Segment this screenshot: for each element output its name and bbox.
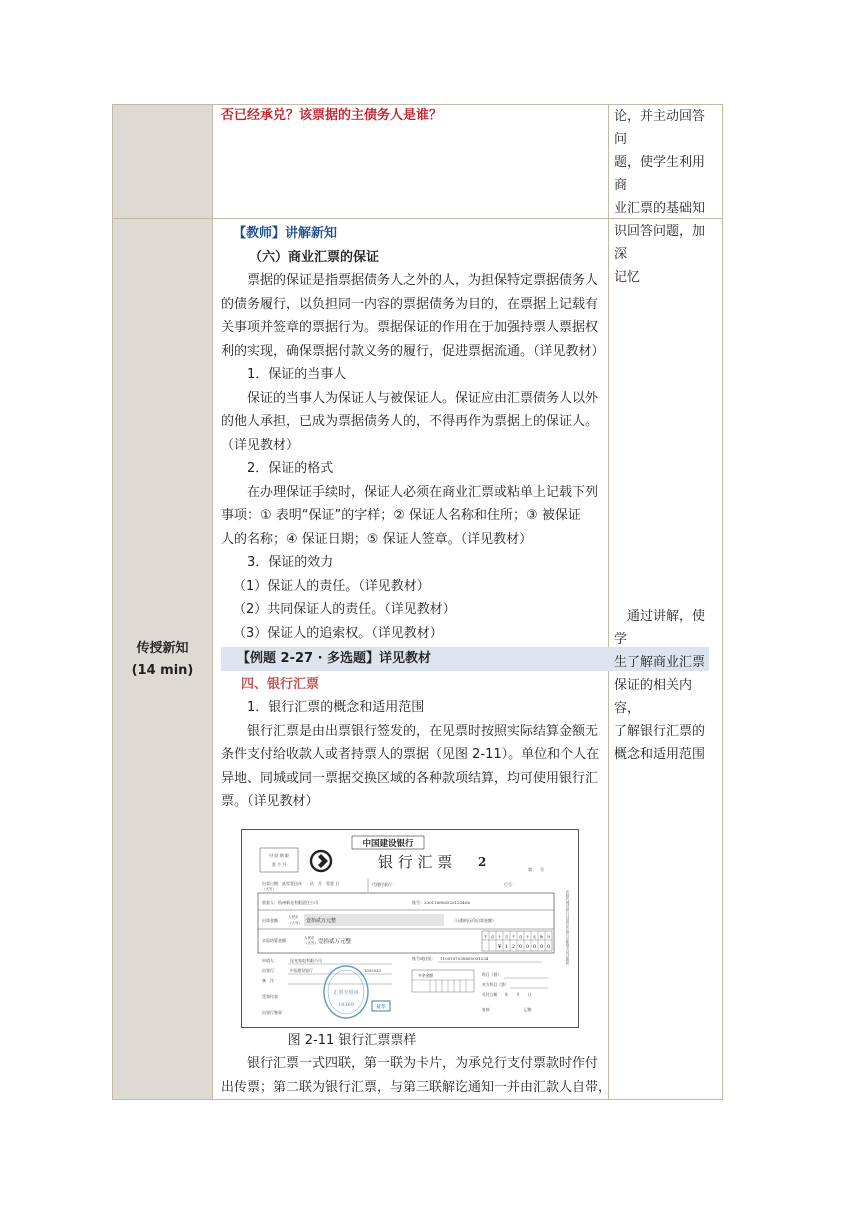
contra-label: 对方科目（贷） xyxy=(482,982,509,987)
row1-question: 否已经承兑？该票据的主债务人是谁？ xyxy=(221,108,443,123)
svg-text:百: 百 xyxy=(518,935,523,939)
stamp-number: 10369 xyxy=(338,1002,354,1008)
amount-value: 壹拾贰万元整 xyxy=(306,918,337,924)
svg-text:角: 角 xyxy=(539,935,544,939)
bank-draft-figure xyxy=(241,829,579,1028)
row-label: 行号： xyxy=(504,882,516,887)
svg-text:1: 1 xyxy=(505,945,508,950)
clerk-label: 记账 xyxy=(524,1007,532,1012)
red-stamp-icon xyxy=(324,966,368,1018)
bank-item1-title: 1．银行汇票的概念和适用范围 xyxy=(247,700,425,715)
digit-grid xyxy=(482,931,552,951)
row2-note-line: 生了解商业汇票 xyxy=(614,655,706,670)
item3-title: 3．保证的效力 xyxy=(247,555,334,570)
bill-number: 2 xyxy=(478,855,487,869)
actual-label: 实际结算金额 xyxy=(262,938,286,943)
applicant-value: 昆光家电有限公司 xyxy=(290,958,322,963)
row1-stage-cell xyxy=(113,105,212,218)
row1-note-line: 记忆 xyxy=(614,270,641,285)
term-box xyxy=(260,848,298,872)
applicant-label: 申请人： xyxy=(262,958,278,963)
row2-note-line: 通过讲解，使学 xyxy=(614,609,706,647)
bank-def-line: 条件支付给收款人或者持票人的票据（见图 2-11）。单位和个人在 xyxy=(221,747,600,762)
amount-rmb: 人民币 xyxy=(288,915,299,919)
column-divider-1 xyxy=(212,105,213,1099)
remark-label: 备 注： xyxy=(262,978,278,983)
svg-text:0: 0 xyxy=(519,945,522,950)
item2-line: 人的名称；④ 保证日期；⑤ 保证人签章。（详见教材） xyxy=(221,531,533,547)
svg-text:2: 2 xyxy=(512,945,515,950)
svg-text:0: 0 xyxy=(547,945,550,950)
actual-big: （大写） xyxy=(304,941,318,945)
amount-big: （大写） xyxy=(288,921,302,925)
bank-def-line: 异地、同城或同一票据交换区域的各种款项结算，均可使用银行汇 xyxy=(221,770,599,786)
subject-label: 科目（借） xyxy=(482,972,501,977)
stage-label: 传授新知 xyxy=(136,641,189,656)
item1-line: 保证的当事人为保证人与被保证人。保证应由汇票债务人以外 xyxy=(247,390,599,406)
item1-line: 的他人承担，已成为票据债务人的，不得再作为票据上的保证人。 xyxy=(221,414,599,429)
svg-text:元: 元 xyxy=(532,935,537,939)
row1-note-line: 识回答问题，加深 xyxy=(614,224,706,262)
blue-stamp-text: 黄华 xyxy=(375,1004,387,1011)
svg-text:0: 0 xyxy=(526,945,529,950)
after-line: 出传票；第二联为银行汇票，与第三联解讫通知一并由汇款人自带， xyxy=(221,1079,612,1095)
voucher-label: 凭票付款 xyxy=(262,994,278,999)
item2-title: 2．保证的格式 xyxy=(247,461,334,476)
item2-line: 事项：① 表明“保证”的字样；② 保证人名称和住所；③ 被保证 xyxy=(221,508,581,523)
term-line: 付 款 期 限 xyxy=(269,853,289,858)
item3-sub: （3）保证人的追索权。（详见教材） xyxy=(233,625,443,641)
svg-text:0: 0 xyxy=(540,945,543,950)
bill-title: 银 行 汇 票 xyxy=(378,853,453,871)
stage-time: (14 min) xyxy=(131,663,194,678)
bill-no-label: 第 号 xyxy=(528,867,544,872)
stamp-text: 汇票专用章 xyxy=(333,990,359,996)
issue-date-label: 出票日期：贰零壹伍年 玖 月 零壹 日 xyxy=(262,881,340,886)
teacher-heading: 【教师】讲解新知 xyxy=(233,226,338,241)
issuer-acct: 1055533 xyxy=(364,968,381,973)
term-line: 壹 个 月 xyxy=(271,862,287,867)
balance-grid xyxy=(412,970,474,992)
item3-sub: （2）共同保证人的责任。（详见教材） xyxy=(233,602,456,617)
row2-notes xyxy=(610,605,710,766)
bank-name-text: 中国建设银行 xyxy=(362,839,414,849)
balance-label: 多余金额 xyxy=(418,973,434,978)
example-bar: 【例题 2-27 · 多选题】详见教材 xyxy=(221,647,709,671)
side-note: 此联代理付款行付款后作联行往账借方凭证附件 xyxy=(566,890,570,966)
guarantee-def-line: 票据的保证是指票据债务人之外的人，为担保特定票据债务人 xyxy=(247,273,599,288)
row1-note-line: 论，并主动回答问 xyxy=(614,109,706,147)
guarantee-def-line: 的债务履行，以负担同一内容的票据债务为目的，在票据上记载有 xyxy=(221,296,599,312)
bank-def-line: 票。（详见教材） xyxy=(221,794,319,809)
agent-label: 代理付款行： xyxy=(372,882,396,887)
pay-date-label: 兑付日期 年 月 日 xyxy=(482,992,532,997)
amount-label: 出票金额 xyxy=(262,918,278,923)
svg-text:分: 分 xyxy=(546,935,551,939)
svg-text:百: 百 xyxy=(490,935,495,939)
figure-caption: 图 2-11 银行汇票票样 xyxy=(287,1033,417,1048)
account-label: 账号：3301188065251234S6 xyxy=(412,900,471,905)
row2-note-line: 概念和适用范围 xyxy=(614,747,706,762)
svg-text:¥: ¥ xyxy=(498,945,501,950)
row2-note-line: 保证的相关内容， xyxy=(614,678,693,716)
after-line: 银行汇票一式四联，第一联为卡片，为承兑行支付票款时作付 xyxy=(247,1056,599,1071)
svg-text:0: 0 xyxy=(533,945,536,950)
after-figure-text xyxy=(221,1052,709,1099)
item2-line: 在办理保证手续时，保证人必须在商业汇票或粘单上记载下列 xyxy=(247,484,599,500)
actual-rmb: 人民币 xyxy=(304,936,315,940)
issuer-sign-label: 出票行签章 xyxy=(262,1010,282,1015)
guarantee-def-line: 利的实现，确保票据付款义务的履行，促进票据流通。（详见教材） xyxy=(221,343,605,359)
actual-value: 壹拾贰万元整 xyxy=(318,939,352,945)
svg-text:千: 千 xyxy=(511,935,516,939)
bank-draft-image xyxy=(242,830,578,1027)
stage-label-block xyxy=(113,638,212,682)
account2-value: 1100107038605001234 xyxy=(440,956,489,961)
svg-text:千: 千 xyxy=(483,935,488,939)
svg-text:十: 十 xyxy=(497,935,502,939)
issuer-bank-label: 出票行： xyxy=(262,968,278,973)
account2-label: 账号或住址： xyxy=(412,956,436,961)
reviewer-label: 复核 xyxy=(482,1007,490,1012)
item3-sub: （1）保证人的责任。（详见教材） xyxy=(233,578,430,594)
svg-text:万: 万 xyxy=(504,935,509,939)
svg-text:十: 十 xyxy=(525,935,530,939)
item1-title: 1．保证的当事人 xyxy=(247,367,347,382)
bank-logo-mark xyxy=(318,854,328,868)
row1-note-line: 业汇票的基础知 xyxy=(614,201,706,216)
section4-title: 四、银行汇票 xyxy=(241,676,320,692)
issuer-bank-value: 中国建设银行 xyxy=(290,968,313,973)
section6-title: （六）商业汇票的保证 xyxy=(249,249,380,265)
row2-note-line: 了解银行汇票的 xyxy=(614,724,706,739)
payee-label: 收款人：杭州新光有限责任公司 xyxy=(262,900,318,905)
guarantee-def-line: 关事项并签章的票据行为。票据保证的作用在于加强持票人票据权 xyxy=(221,320,599,335)
row1-note-line: 题，使学生利用商 xyxy=(614,155,706,193)
amount-note: （压数机压印出票金额） xyxy=(452,918,496,923)
bank-def-line: 银行汇票是由出票银行签发的，在见票时按照实际结算金额无 xyxy=(247,723,599,739)
item1-line: （详见教材） xyxy=(221,437,300,453)
issue-date-sub: （大写） xyxy=(262,887,276,891)
